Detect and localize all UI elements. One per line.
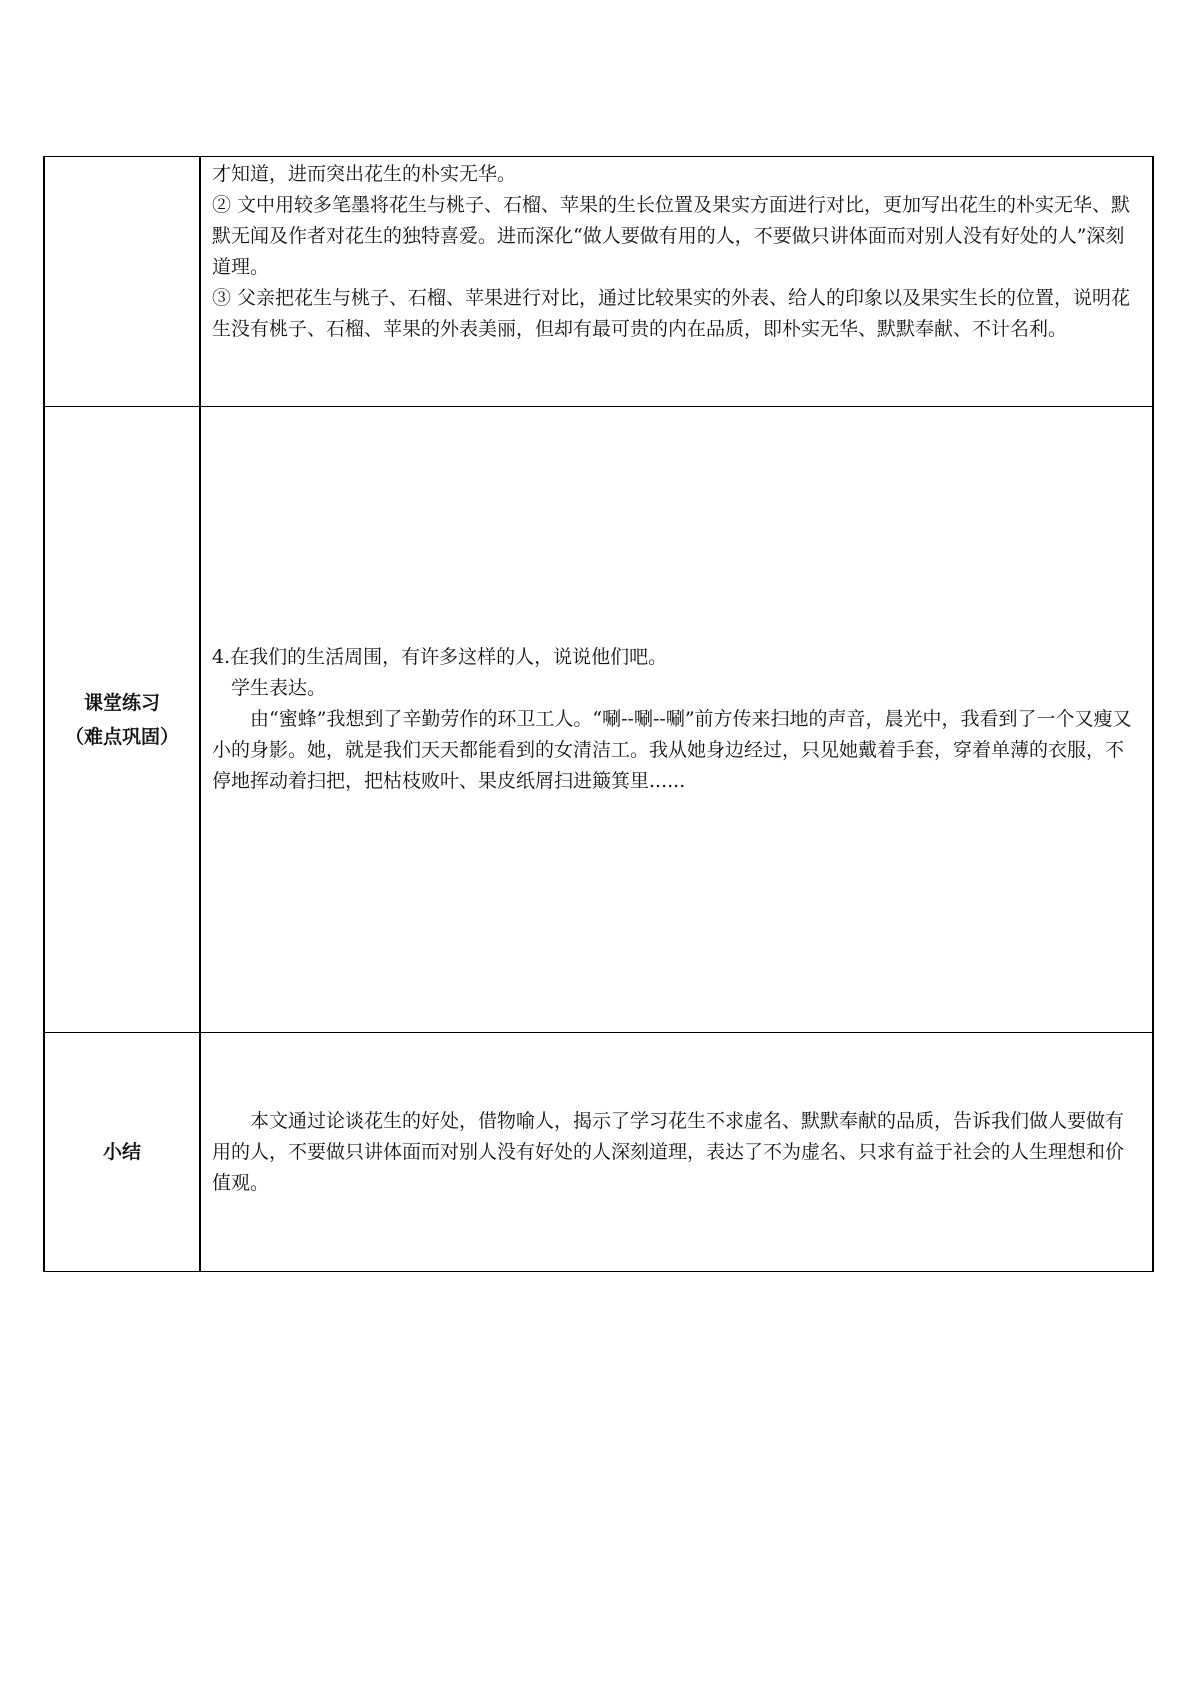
summary-content [200, 1033, 1153, 1272]
practice-label-subtitle: （难点巩固） [64, 725, 179, 748]
analysis-content [200, 157, 1153, 407]
summary-label-title: 小结 [102, 1141, 141, 1163]
table-row-practice [44, 407, 1153, 1033]
row-label-empty [44, 157, 200, 407]
analysis-paragraph-3: ③ 父亲把花生与桃子、石榴、苹果进行对比，通过比较果实的外表、给人的印象以及果实生长的位置，说明花生没有桃子、石榴、苹果的外表美丽，但却有最可贵的内在品质，即朴实无华、默默奉献、不计名利。 [212, 287, 1131, 340]
table-row-summary [44, 1033, 1153, 1272]
practice-label-title: 课堂练习 [83, 691, 160, 714]
practice-example-answer: 由“蜜蜂”我想到了辛勤劳作的环卫工人。“唰--唰--唰”前方传来扫地的声音，晨光中，我看到了一个又瘦又小的身影。她，就是我们天天都能看到的女清洁工。我从她身边经过，只见她戴着手套，穿着单薄的衣服，不停地挥动着扫把，把枯枝败叶、果皮纸屑扫进簸箕里...... [212, 708, 1132, 792]
analysis-paragraph-2: ② 文中用较多笔墨将花生与桃子、石榴、苹果的生长位置及果实方面进行对比，更加写出花生的朴实无华、默默无闻及作者对花生的独特喜爱。进而深化“做人要做有用的人，不要做只讲体面而对别人没有好处的人”深刻道理。 [212, 194, 1131, 278]
practice-content [200, 407, 1153, 1033]
analysis-paragraph-1: 才知道，进而突出花生的朴实无华。 [212, 163, 517, 185]
lesson-plan-table [43, 156, 1154, 1272]
table-row-analysis [44, 157, 1153, 407]
practice-label [44, 407, 200, 1033]
summary-label [44, 1033, 200, 1272]
summary-paragraph: 本文通过论谈花生的好处，借物喻人，揭示了学习花生不求虚名、默默奉献的品质，告诉我们做人要做有用的人，不要做只讲体面而对别人没有好处的人深刻道理，表达了不为虚名、只求有益于社会的人生理想和价值观。 [212, 1109, 1125, 1194]
practice-question: 4.在我们的生活周围，有许多这样的人，说说他们吧。 [212, 646, 668, 668]
practice-student-response: 学生表达。 [231, 677, 327, 699]
